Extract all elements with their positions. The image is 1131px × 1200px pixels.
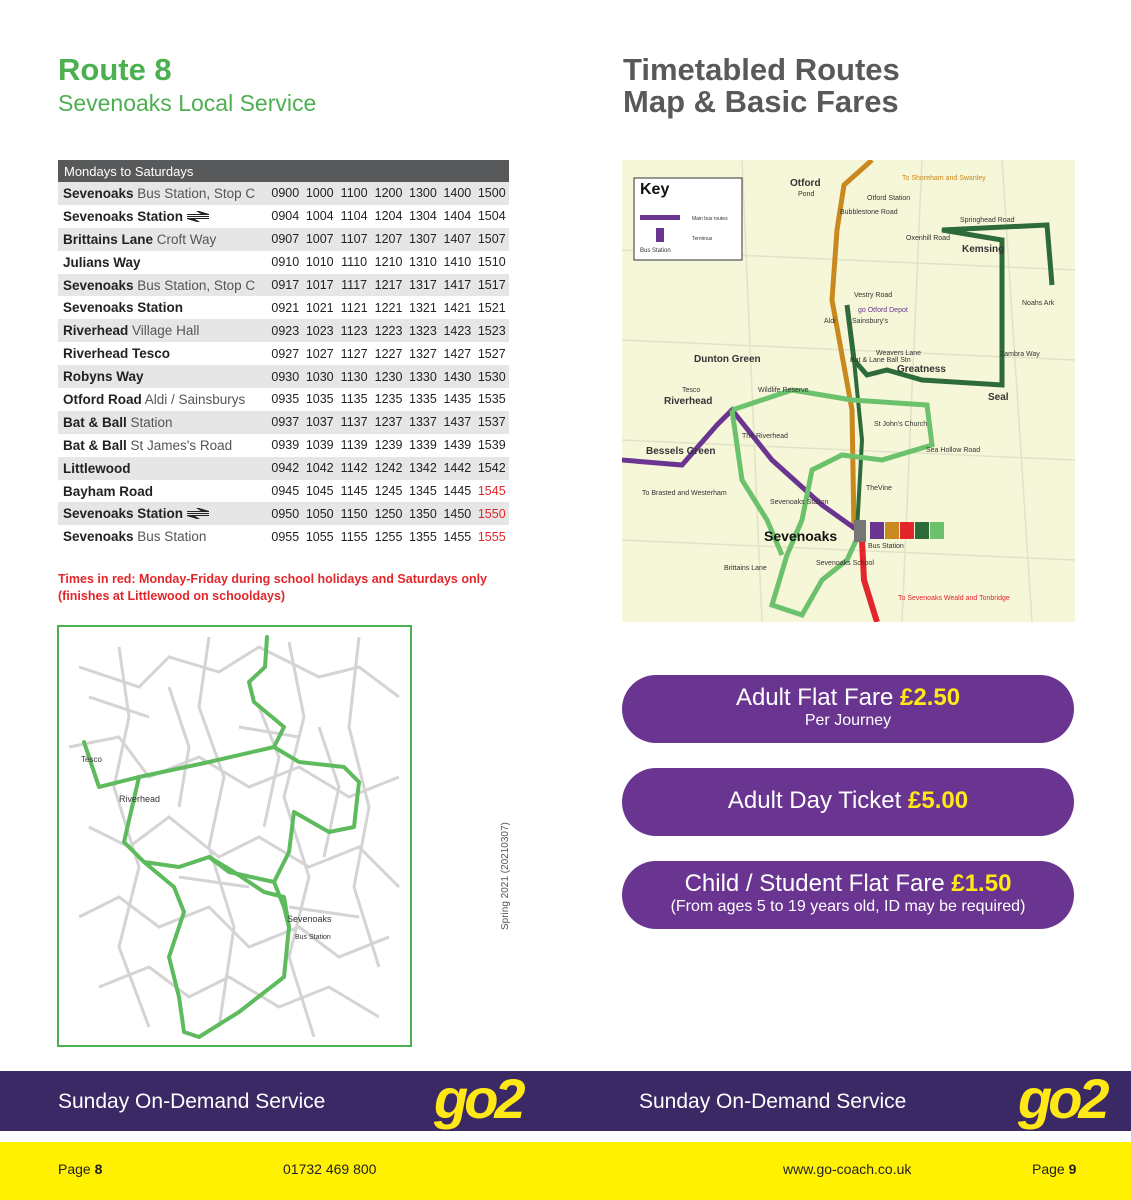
- bus-station-marker: [854, 520, 866, 542]
- departure-time: 0921: [271, 300, 300, 315]
- timetable-row: [58, 319, 509, 342]
- place-sainsburys: Sainsbury's: [852, 318, 888, 325]
- place-the-vine: TheVine: [866, 485, 892, 492]
- stop-name: Sevenoaks Bus Station: [63, 529, 207, 545]
- place-brasted: To Brasted and Westerham: [642, 490, 727, 497]
- departure-time: 1204: [374, 209, 403, 224]
- departure-time: 1523: [475, 319, 509, 342]
- place-springhead: Springhead Road: [960, 217, 1015, 224]
- fare-child-label: Child / Student Flat Fare: [684, 870, 952, 897]
- departure-time: 1207: [371, 228, 405, 251]
- departure-time: 1007: [303, 228, 337, 251]
- departure-time: 1530: [475, 365, 509, 388]
- departure-time: 1137: [337, 411, 371, 434]
- fare-adult-flat-sub: Per Journey: [804, 712, 892, 729]
- departure-time: 1245: [374, 484, 403, 499]
- departure-time: 1455: [443, 529, 472, 544]
- departure-time: 1100: [337, 182, 371, 205]
- route-8-map-graphic: [59, 627, 410, 1045]
- place-oxenhill: Oxenhill Road: [906, 235, 950, 242]
- departure-time: 1221: [374, 300, 403, 315]
- departure-time: 1450: [440, 502, 474, 525]
- timetable-row: [58, 411, 509, 434]
- departure-time: 1242: [371, 457, 405, 480]
- departure-time: 1327: [409, 346, 437, 361]
- timetable-row: [58, 457, 509, 480]
- stop-name: Littlewood: [58, 457, 268, 480]
- departure-time: 1539: [477, 438, 506, 453]
- departure-time: 1542: [475, 457, 509, 480]
- fare-adult-flat: [622, 675, 1074, 743]
- stop-name: Riverhead Tesco: [63, 346, 171, 362]
- stop-name: Otford Road Aldi / Sainsburys: [63, 391, 246, 407]
- departure-time: 1250: [371, 502, 405, 525]
- fare-adult-flat-amount: £2.50: [900, 684, 961, 711]
- place-sea-hollow: Sea Hollow Road: [926, 447, 981, 454]
- departure-time: 1035: [305, 392, 334, 407]
- timetable-row: [58, 251, 509, 274]
- departure-time: 1350: [406, 502, 440, 525]
- departure-time: 1555: [477, 529, 506, 544]
- departure-time: 1317: [406, 274, 440, 297]
- place-aldi: Aldi: [824, 318, 836, 325]
- departure-time: 1427: [443, 346, 472, 361]
- departure-time: 1342: [406, 457, 440, 480]
- departure-time: 1504: [477, 209, 506, 224]
- departure-time: 0927: [271, 346, 300, 361]
- route-title: Route 8: [58, 52, 172, 87]
- departure-time: 1304: [409, 209, 437, 224]
- timetable-header: Mondays to Saturdays: [58, 160, 509, 182]
- place-vestry: Vestry Road: [854, 292, 893, 299]
- departure-time: 0942: [268, 457, 302, 480]
- departure-time: 1042: [303, 457, 337, 480]
- sunday-service-right: Sunday On-Demand Service: [639, 1090, 907, 1113]
- departure-time: 1410: [443, 255, 472, 270]
- page-number-left: Page 8: [58, 1161, 103, 1177]
- departure-time: 1150: [337, 502, 371, 525]
- fare-child-sub: (From ages 5 to 19 years old, ID may be required): [670, 898, 1026, 915]
- departure-time: 1235: [374, 392, 403, 407]
- timetable-row: [58, 525, 509, 548]
- place-school: Sevenoaks School: [816, 560, 874, 567]
- departure-time: 1021: [305, 300, 334, 315]
- key-route-swatch: [640, 215, 680, 220]
- departure-time: 1223: [371, 319, 405, 342]
- edition-label: Spring 2021 (20210307): [500, 822, 511, 930]
- departure-time: 1310: [409, 255, 437, 270]
- departure-time: 1217: [371, 274, 405, 297]
- departure-time: 1500: [475, 182, 509, 205]
- fare-adult-day-label: Adult Day Ticket: [727, 787, 908, 814]
- departure-time: 1423: [440, 319, 474, 342]
- departure-time: 0937: [268, 411, 302, 434]
- departure-time: 1345: [409, 484, 437, 499]
- departure-time: 1337: [406, 411, 440, 434]
- departure-time: 1445: [443, 484, 472, 499]
- place-kemsing: Kemsing: [962, 244, 1005, 255]
- departure-time: 1521: [477, 300, 506, 315]
- place-bat-ball: Bat & Lane Ball Stn: [850, 357, 911, 364]
- departure-time: 1227: [374, 346, 403, 361]
- map-title: [623, 54, 900, 118]
- departure-time: 1039: [305, 438, 334, 453]
- departure-time: 1550: [475, 502, 509, 525]
- departure-time: 1407: [440, 228, 474, 251]
- departure-time: 1145: [340, 484, 368, 499]
- network-map: [622, 160, 1075, 622]
- place-bessels-green: Bessels Green: [646, 446, 716, 457]
- departure-time: 1527: [477, 346, 506, 361]
- departure-time: 1437: [440, 411, 474, 434]
- timetable-row: [58, 342, 509, 365]
- route-badge-5: [900, 522, 914, 539]
- place-weavers: Weavers Lane: [876, 350, 922, 357]
- timetable-row: [58, 205, 509, 228]
- departure-time: 1155: [340, 529, 368, 544]
- departure-time: 1535: [477, 392, 506, 407]
- phone-number[interactable]: 01732 469 800: [283, 1161, 377, 1177]
- network-map-graphic: [622, 160, 1075, 622]
- page-number-right: Page 9: [1032, 1161, 1077, 1177]
- route-badge-1: [870, 522, 884, 539]
- departure-time: 1135: [340, 392, 368, 407]
- place-seal: Seal: [988, 392, 1009, 403]
- departure-time: 1323: [406, 319, 440, 342]
- departure-time: 1510: [477, 255, 506, 270]
- stop-name: Julians Way: [63, 254, 141, 270]
- map8-label-tesco: Tesco: [81, 755, 102, 764]
- departure-time: 0939: [271, 438, 300, 453]
- place-shoreham: To Shoreham and Swanley: [902, 175, 986, 182]
- key-bus-station: Bus Station: [640, 248, 671, 254]
- departure-time: 1355: [409, 529, 437, 544]
- departure-time: 0945: [271, 484, 300, 499]
- place-riverhead: Riverhead: [664, 396, 713, 407]
- departure-time: 1239: [374, 438, 403, 453]
- place-sevenoaks: Sevenoaks: [764, 528, 838, 544]
- departure-time: 1237: [371, 411, 405, 434]
- departure-time: 1404: [443, 209, 472, 224]
- stop-name: Bat & Ball St James's Road: [63, 437, 233, 453]
- stop-name: Sevenoaks Station: [58, 205, 268, 228]
- national-rail-icon: [187, 211, 209, 222]
- departure-time: 1010: [305, 255, 334, 270]
- departure-time: 0907: [268, 228, 302, 251]
- go2-logo-left: go2: [434, 1067, 522, 1130]
- departure-time: 1210: [374, 255, 403, 270]
- website-link[interactable]: www.go-coach.co.uk: [783, 1161, 912, 1177]
- departure-time: 1335: [409, 392, 437, 407]
- departure-time: 0917: [268, 274, 302, 297]
- departure-time: 1110: [341, 255, 368, 270]
- timetable-row: [58, 228, 509, 251]
- timetable-row: [58, 502, 509, 525]
- departure-time: 1104: [340, 209, 368, 224]
- map8-label-riverhead: Riverhead: [119, 794, 161, 804]
- departure-time: 1507: [475, 228, 509, 251]
- departure-time: 1004: [305, 209, 334, 224]
- key-terminus: Terminus: [692, 236, 713, 242]
- departure-time: 0910: [271, 255, 300, 270]
- departure-time: 1300: [406, 182, 440, 205]
- key-title: Key: [640, 181, 670, 198]
- departure-time: 1517: [475, 274, 509, 297]
- place-the-riverhead: The Riverhead: [742, 433, 788, 440]
- place-wildlife: Wildlife Reserve: [758, 387, 809, 394]
- departure-time: 1200: [371, 182, 405, 205]
- stop-name: Bayham Road: [63, 483, 154, 499]
- timetable-row: [58, 388, 509, 411]
- departure-time: 0930: [268, 365, 302, 388]
- fare-adult-day: [622, 768, 1074, 836]
- place-st-johns: St John's Church: [874, 421, 928, 428]
- departure-time: 1307: [406, 228, 440, 251]
- stop-name: Sevenoaks Bus Station, Stop C: [58, 182, 268, 205]
- departure-time: 0950: [268, 502, 302, 525]
- departure-time: 0900: [268, 182, 302, 205]
- departure-time: 1037: [303, 411, 337, 434]
- place-brittains: Brittains Lane: [724, 565, 767, 572]
- departure-time: 1537: [475, 411, 509, 434]
- departure-time: 1023: [303, 319, 337, 342]
- national-rail-icon: [187, 508, 209, 519]
- footer-strip: [0, 1142, 1131, 1200]
- departure-time: 1127: [340, 346, 368, 361]
- place-otford: Otford: [790, 178, 821, 189]
- fare-child-amount: £1.50: [951, 870, 1012, 897]
- departure-time: 1439: [443, 438, 472, 453]
- go2-logo-right: go2: [1018, 1067, 1106, 1130]
- departure-time: 1050: [303, 502, 337, 525]
- route-badge-8: [930, 522, 944, 539]
- departure-time: 1339: [409, 438, 437, 453]
- departure-time: 1321: [409, 300, 437, 315]
- red-times-note: Times in red: Monday-Friday during school holidays and Saturdays only (finishes at Littlewood on schooldays): [58, 572, 488, 603]
- place-otford-station: Otford Station: [867, 195, 911, 202]
- timetable-row: [58, 182, 509, 205]
- key-main-routes: Main bus routes: [692, 216, 728, 222]
- fare-child-student: [622, 861, 1074, 929]
- timetable-row: [58, 274, 509, 297]
- timetable-row: [58, 480, 509, 503]
- departure-time: 1442: [440, 457, 474, 480]
- stop-name: Robyns Way: [58, 365, 268, 388]
- departure-time: 1017: [303, 274, 337, 297]
- departure-time: 1430: [440, 365, 474, 388]
- departure-time: 1139: [340, 438, 368, 453]
- departure-time: 1121: [340, 300, 368, 315]
- stop-name: Bat & Ball Station: [58, 411, 268, 434]
- place-otford-pond: Pond: [798, 191, 815, 198]
- fare-adult-day-amount: £5.00: [908, 787, 969, 814]
- route-subtitle: Sevenoaks Local Service: [58, 90, 317, 116]
- departure-time: 1045: [305, 484, 334, 499]
- map8-label-sevenoaks: Sevenoaks: [287, 914, 332, 924]
- route-badge-2: [885, 522, 899, 539]
- place-tesco: Tesco: [682, 387, 701, 394]
- departure-time: 1000: [303, 182, 337, 205]
- map8-label-bus-station: Bus Station: [295, 934, 331, 941]
- stop-name: Riverhead Village Hall: [58, 319, 268, 342]
- timetable-row: [58, 365, 509, 388]
- departure-time: 1255: [374, 529, 403, 544]
- stop-name: Sevenoaks Station: [63, 300, 184, 316]
- key-terminus-swatch: [656, 228, 664, 242]
- departure-time: 1330: [406, 365, 440, 388]
- stop-name: Brittains Lane Croft Way: [58, 228, 268, 251]
- timetable: [58, 160, 509, 548]
- place-noahs-ark: Noahs Ark: [1022, 300, 1055, 307]
- departure-time: 0935: [271, 392, 300, 407]
- departure-time: 0955: [271, 529, 300, 544]
- departure-time: 1421: [443, 300, 472, 315]
- place-bus-station: Bus Station: [868, 543, 904, 550]
- departure-time: 0904: [271, 209, 300, 224]
- stop-name: Sevenoaks Station: [58, 502, 268, 525]
- fare-adult-flat-label: Adult Flat Fare: [735, 684, 900, 711]
- route-badge-6: [915, 522, 929, 539]
- timetable-row: [58, 296, 509, 319]
- departure-time: 1142: [337, 457, 371, 480]
- departure-time: 1435: [443, 392, 472, 407]
- place-greatness: Greatness: [897, 364, 946, 375]
- departure-time: 1230: [371, 365, 405, 388]
- departure-time: 1417: [440, 274, 474, 297]
- departure-time: 1055: [305, 529, 334, 544]
- departure-time: 1027: [305, 346, 334, 361]
- departure-time: 1107: [337, 228, 371, 251]
- departure-time: 1117: [337, 274, 371, 297]
- place-bubblestone: Bubblestone Road: [840, 209, 898, 216]
- map-title-line1: Timetabled Routes: [623, 52, 900, 87]
- departure-time: 0923: [268, 319, 302, 342]
- timetable-row: [58, 434, 509, 457]
- departure-time: 1030: [303, 365, 337, 388]
- place-zambra: Zambra Way: [1000, 351, 1040, 358]
- route-8-map: [57, 625, 412, 1047]
- map-title-line2: Map & Basic Fares: [623, 84, 899, 119]
- sunday-service-left: Sunday On-Demand Service: [58, 1090, 326, 1113]
- place-sevenoaks-station: Sevenoaks Station: [770, 499, 829, 506]
- place-weald: To Sevenoaks Weald and Tonbridge: [898, 595, 1010, 602]
- departure-time: 1130: [337, 365, 371, 388]
- departure-time: 1545: [477, 484, 506, 499]
- departure-time: 1123: [337, 319, 371, 342]
- place-dunton-green: Dunton Green: [694, 354, 761, 365]
- departure-time: 1400: [440, 182, 474, 205]
- stop-name: Sevenoaks Bus Station, Stop C: [58, 274, 268, 297]
- place-otford-depot: go Otford Depot: [858, 307, 908, 314]
